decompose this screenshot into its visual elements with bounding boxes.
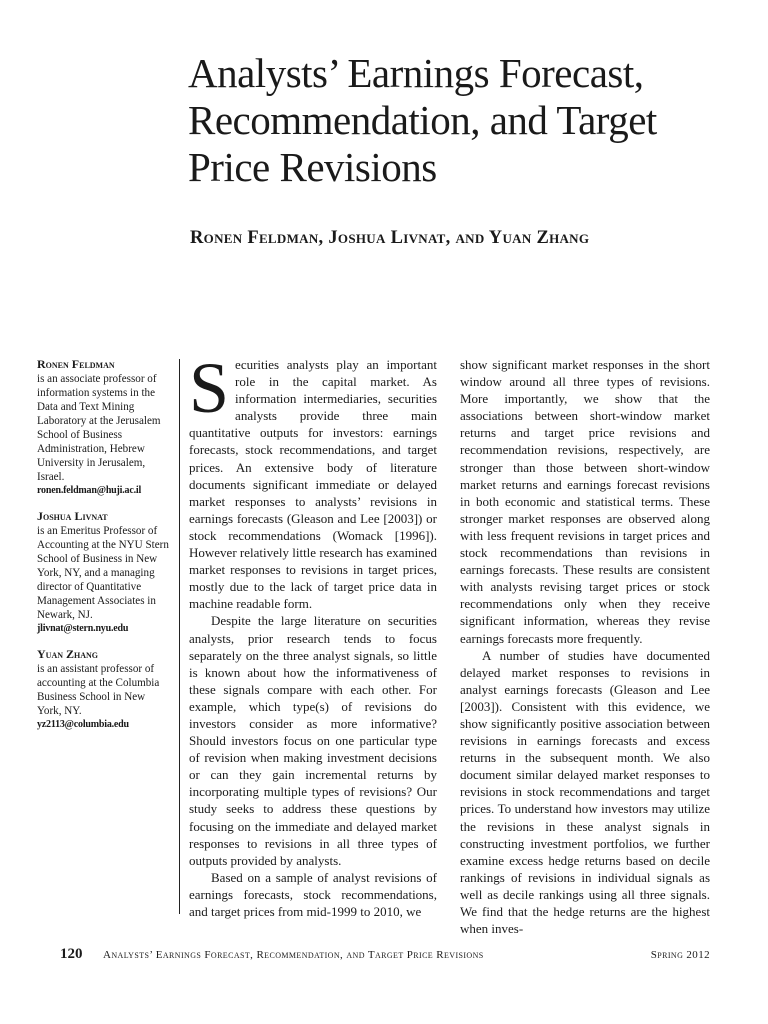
bio-name: Yuan Zhang (37, 647, 99, 661)
paragraph-text: ecurities analysts play an important role in the capital market. As information intermediaries, securities analysts provide three main quantitative outputs for investors: earnings forecasts, stock recommendations, and target prices. An extensive body of literature documents significant immediate or delayed market responses to analysts’ revisions in earnings forecasts (Gleason and Lee [2003]) or stock recommendations (Womack [1996]). However relatively little research has examined market responses to revisions in target prices, mostly due to the lack of target price data in machine readable form. (189, 357, 437, 612)
bio-name: Ronen Feldman (37, 357, 115, 371)
page-number: 120 (60, 946, 83, 962)
bio-email[interactable]: yz2113@columbia.edu (37, 719, 129, 730)
article-authors: Ronen Feldman, Joshua Livnat, and Yuan Zhang (190, 228, 590, 248)
column-divider (179, 359, 180, 914)
paragraph (189, 348, 437, 612)
bio-text: is an associate professor of information systems in the Data and Text Mining Laboratory at the Jerusalem School of Business Administration, Hebrew University in Jerusalem, Israel. (37, 373, 161, 483)
paragraph: show significant market responses in the short window around all three types of revisions. More importantly, we show that the associations between short-window market returns and target price revisions and recommendation revisions, respectively, are stronger than those between short-window market returns and earnings forecast revisions in both economic and statistical terms. These stronger market responses are observed along with less frequent revisions in target prices and stock recommendations than revisions in earnings forecasts. These results are consistent with analysts revising target prices or stock recommendations only when they receive significant information, whereas they revise earnings forecasts more frequently. (460, 357, 710, 646)
body-column-1 (189, 348, 437, 920)
paragraph: A number of studies have documented delayed market responses to revisions in analyst earnings forecasts (Gleason and Lee [2003]). Consistent with this evidence, we show significantly positive association between revisions in earnings forecasts and excess returns in the subsequent month. We also document similar delayed market responses to revisions in stock recommendations and target prices. To understand how investors may utilize the revisions in these analyst signals in constructing investment portfolios, we further examine excess hedge returns based on decile rankings of revisions in individual signals as well as decile rankings using all three signals. We find that the hedge returns are the highest when inves- (460, 647, 710, 937)
author-bio (37, 357, 169, 498)
paragraph: Based on a sample of analyst revisions of earnings forecasts, stock recommendations, and target prices from mid-1999 to 2010, we (189, 869, 437, 919)
bio-text: is an Emeritus Professor of Accounting at the NYU Stern School of Business in New York, NY, and a managing director of Quantitative Management Associates in Newark, NJ. (37, 525, 169, 621)
page-footer (60, 946, 710, 969)
issue-label: Spring 2012 (650, 949, 710, 961)
bio-email[interactable]: jlivnat@stern.nyu.edu (37, 623, 129, 634)
article-title: Analysts’ Earnings Forecast, Recommendation, and Target Price Revisions (188, 50, 657, 191)
author-bios (37, 357, 169, 743)
running-title: Analysts’ Earnings Forecast, Recommendation, and Target Price Revisions (103, 949, 484, 961)
paragraph: Despite the large literature on securities analysts, prior research tends to focus separately on the three analyst signals, so little is known about how the informativeness of these signals compare with each other. For example, which type(s) of revisions do investors consider as more informative? Should investors focus on one particular type of revision when making investment decisions or can they gain incremental returns by incorporating multiple types of revisions? Our study seeks to address these questions by focusing on the immediate and delayed market responses to revisions in all three types of outputs provided by analysts. (189, 613, 437, 868)
author-bio (37, 509, 169, 636)
author-bio (37, 647, 169, 732)
bio-text: is an assistant professor of accounting at the Columbia Business School in New York, NY. (37, 663, 160, 717)
bio-name: Joshua Livnat (37, 509, 108, 523)
body-column-2 (460, 356, 710, 937)
drop-cap: S (189, 348, 230, 428)
bio-email[interactable]: ronen.feldman@huji.ac.il (37, 485, 142, 496)
